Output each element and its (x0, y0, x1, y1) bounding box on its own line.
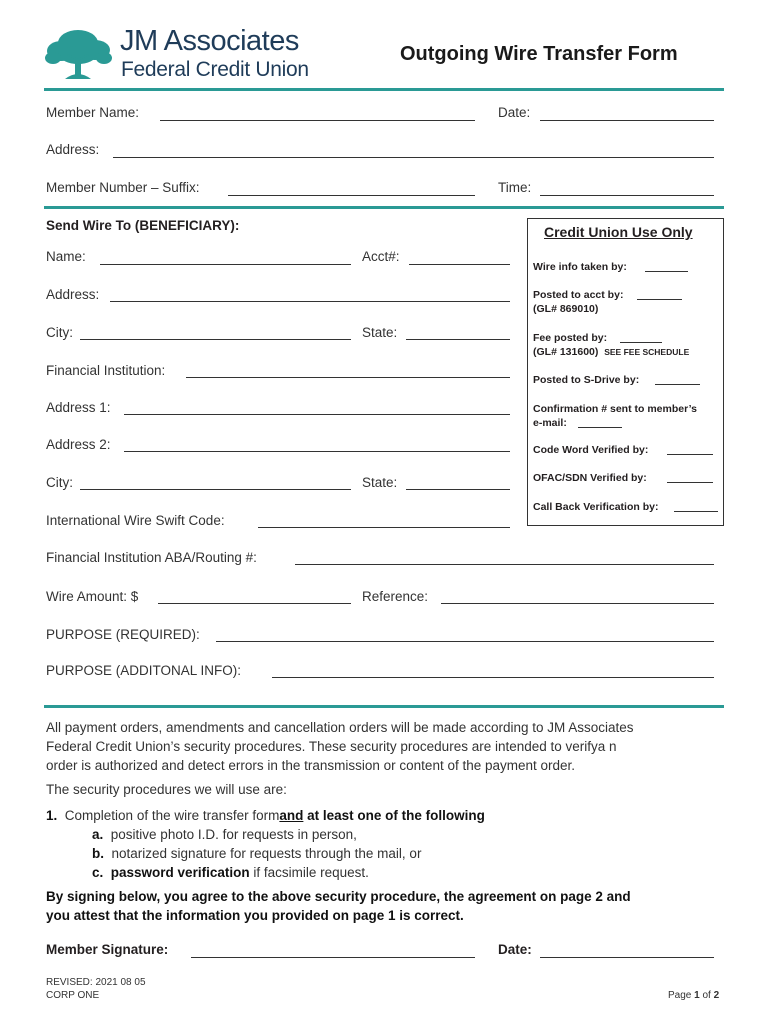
beneficiary-address-label: Address: (46, 287, 100, 302)
cu-ofac-verified: OFAC/SDN Verified by: (533, 472, 647, 484)
member-signature-label: Member Signature: (46, 942, 169, 957)
member-signature-field[interactable] (191, 957, 475, 958)
terms-paragraph: All payment orders, amendments and cancellation orders will be made according to JM Associates Federal Credit Union’s security procedures. These security procedures are intended to verifya n order is authorized and detect errors in the transmission or content of the payment order. (46, 720, 634, 773)
cu-wire-info-taken: Wire info taken by: (533, 261, 627, 273)
wire-amount-field[interactable] (158, 603, 351, 604)
beneficiary-name-label: Name: (46, 249, 86, 264)
swift-code-field[interactable] (258, 527, 510, 528)
purpose-info-label: PURPOSE (ADDITONAL INFO): (46, 663, 242, 678)
wire-amount-label: Wire Amount: $ (46, 589, 139, 604)
procedure-option-a: a. positive photo I.D. for requests in person, (92, 827, 357, 842)
beneficiary-address-field[interactable] (110, 301, 510, 302)
city2-label: City: (46, 475, 73, 490)
details-divider (44, 705, 724, 708)
date-label: Date: (498, 105, 531, 120)
agreement-statement: By signing below, you agree to the above security procedure, the agreement on page 2 and you attest that the information you provided on page 1 is correct. (46, 889, 631, 923)
cu-fee-posted-field[interactable] (620, 342, 662, 343)
address-field[interactable] (113, 157, 714, 158)
cu-posted-to-sdrive: Posted to S-Drive by: (533, 374, 640, 386)
purpose-field[interactable] (216, 641, 714, 642)
state-label: State: (362, 325, 398, 340)
reference-field[interactable] (441, 603, 714, 604)
time-label: Time: (498, 180, 532, 195)
purpose-label: PURPOSE (REQUIRED): (46, 627, 200, 642)
cu-confirmation-sent-field[interactable] (578, 427, 622, 428)
member-name-field[interactable] (160, 120, 475, 121)
signature-date-label: Date: (498, 942, 532, 957)
city-field[interactable] (80, 339, 351, 340)
aba-routing-label: Financial Institution ABA/Routing #: (46, 550, 257, 565)
procedure-option-c: c. password verification if facsimile request. (92, 865, 369, 880)
city-label: City: (46, 325, 73, 340)
swift-code-label: International Wire Swift Code: (46, 513, 225, 528)
financial-institution-field[interactable] (186, 377, 510, 378)
acct-label: Acct#: (362, 249, 400, 264)
member-number-field[interactable] (228, 195, 475, 196)
cu-ofac-verified-field[interactable] (667, 482, 713, 483)
beneficiary-name-field[interactable] (100, 264, 351, 265)
financial-institution-label: Financial Institution: (46, 363, 166, 378)
cu-code-word-verified: Code Word Verified by: (533, 444, 649, 456)
address1-field[interactable] (124, 414, 510, 415)
credit-union-use-title: Credit Union Use Only (544, 224, 693, 240)
cu-code-word-verified-field[interactable] (667, 454, 713, 455)
form-title: Outgoing Wire Transfer Form (400, 43, 678, 65)
signature-date-field[interactable] (540, 957, 714, 958)
member-number-label: Member Number – Suffix: (46, 180, 200, 195)
header-divider (44, 88, 724, 91)
address2-label: Address 2: (46, 437, 111, 452)
city2-field[interactable] (80, 489, 351, 490)
brand-name: JM Associates (120, 25, 299, 57)
revision-note: REVISED: 2021 08 05 CORP ONE (46, 977, 146, 1001)
tree-icon (43, 25, 113, 81)
cu-posted-to-acct-field[interactable] (637, 299, 682, 300)
cu-posted-to-sdrive-field[interactable] (655, 384, 700, 385)
member-divider (44, 206, 724, 209)
beneficiary-heading: Send Wire To (BENEFICIARY): (46, 218, 240, 233)
address2-field[interactable] (124, 451, 510, 452)
acct-field[interactable] (409, 264, 510, 265)
cu-wire-info-taken-field[interactable] (645, 271, 688, 272)
cu-call-back-verification: Call Back Verification by: (533, 501, 659, 513)
page-number: Page 1 of 2 (668, 990, 720, 1001)
cu-fee-posted: Fee posted by: (GL# 131600) SEE FEE SCHEDULE (533, 332, 690, 358)
address-label: Address: (46, 142, 100, 157)
reference-label: Reference: (362, 589, 429, 604)
brand-subtitle: Federal Credit Union (121, 58, 309, 81)
cu-confirmation-sent: Confirmation # sent to member’s e-mail: (533, 403, 697, 429)
date-field[interactable] (540, 120, 714, 121)
procedures-intro: The security procedures we will use are: (46, 782, 287, 797)
purpose-info-field[interactable] (272, 677, 714, 678)
member-name-label: Member Name: (46, 105, 140, 120)
time-field[interactable] (540, 195, 714, 196)
procedure-step-1: 1. Completion of the wire transfer formand at least one of the following (46, 808, 485, 823)
cu-call-back-verification-field[interactable] (674, 511, 718, 512)
cu-posted-to-acct: Posted to acct by: (GL# 869010) (533, 289, 624, 315)
address1-label: Address 1: (46, 400, 111, 415)
state-field[interactable] (406, 339, 510, 340)
aba-routing-field[interactable] (295, 564, 714, 565)
state2-label: State: (362, 475, 398, 490)
state2-field[interactable] (406, 489, 510, 490)
procedure-option-b: b. notarized signature for requests through the mail, or (92, 846, 422, 861)
